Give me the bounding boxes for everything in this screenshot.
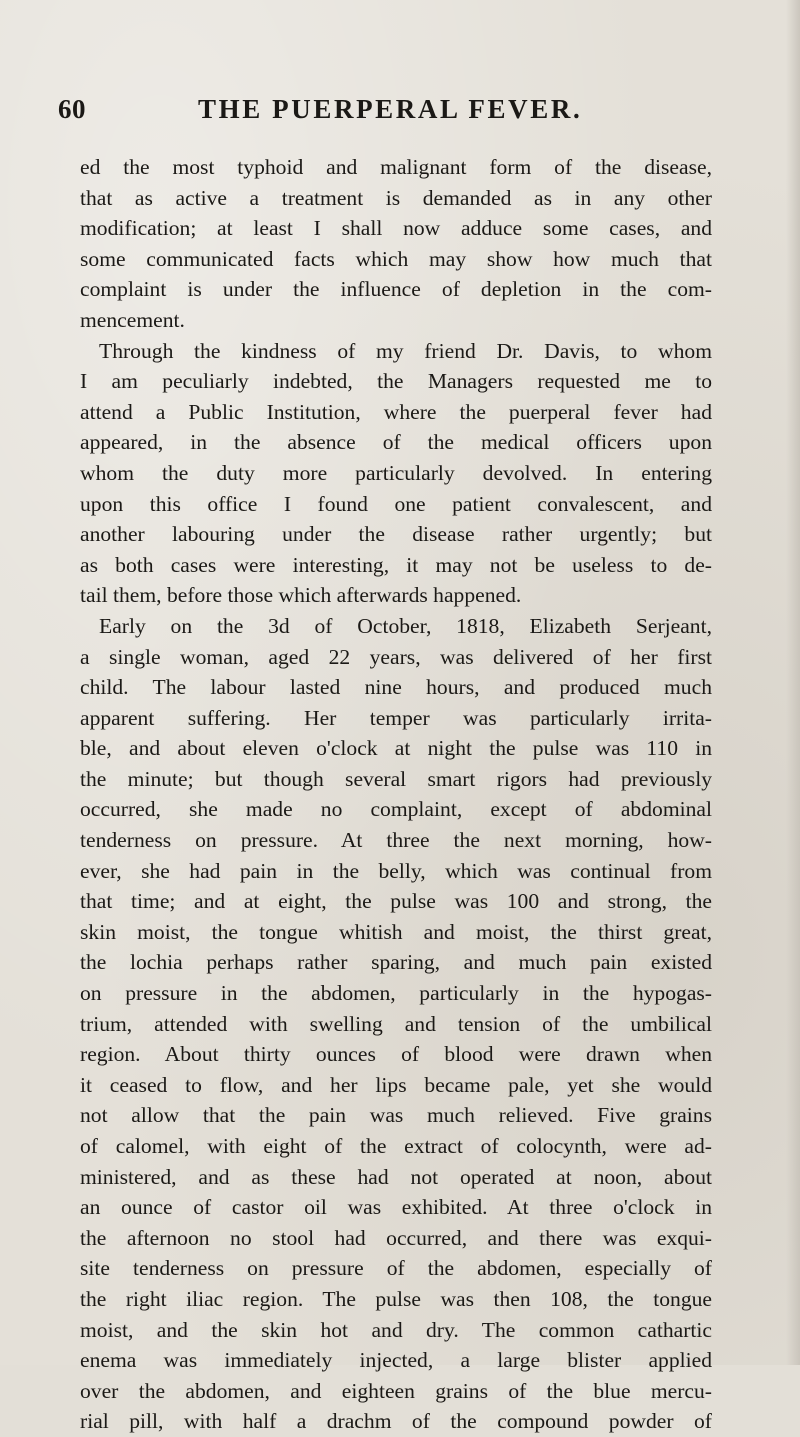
text-line: moist, and the skin hot and dry. The common cathartic bbox=[80, 1317, 712, 1342]
running-title: THE PUERPERAL FEVER. bbox=[198, 94, 583, 124]
text-line: upon this office I found one patient convalescent, and bbox=[80, 491, 712, 516]
text-line: the right iliac region. The pulse was then 108, the tongue bbox=[80, 1286, 712, 1311]
text-line: apparent suffering. Her temper was particularly irrita- bbox=[80, 705, 712, 730]
text-line: over the abdomen, and eighteen grains of the blue mercu- bbox=[80, 1378, 712, 1403]
text-line: enema was immediately injected, a large blister applied bbox=[80, 1348, 712, 1373]
text-line: ever, she had pain in the belly, which was continual from bbox=[80, 858, 712, 883]
text-line: occurred, she made no complaint, except of abdominal bbox=[80, 797, 712, 822]
text-line: trium, attended with swelling and tension of the umbilical bbox=[80, 1011, 712, 1036]
text-line: a single woman, aged 22 years, was delivered of her first bbox=[80, 644, 712, 669]
text-line: site tenderness on pressure of the abdomen, especially of bbox=[80, 1256, 712, 1281]
text-line: on pressure in the abdomen, particularly in the hypogas- bbox=[80, 981, 712, 1006]
text-line: mencement. bbox=[80, 307, 185, 332]
text-line: Through the kindness of my friend Dr. Davis, to whom bbox=[99, 338, 712, 363]
text-line: that time; and at eight, the pulse was 100 and strong, the bbox=[80, 889, 712, 914]
text-line: rial pill, with half a drachm of the compound powder of bbox=[80, 1409, 712, 1434]
text-line: Early on the 3d of October, 1818, Elizabeth Serjeant, bbox=[99, 613, 712, 638]
text-line: skin moist, the tongue whitish and moist, the thirst great, bbox=[80, 919, 712, 944]
text-line: modification; at least I shall now adduce some cases, and bbox=[80, 216, 712, 241]
text-line: I am peculiarly indebted, the Managers requested me to bbox=[80, 369, 712, 394]
text-line: another labouring under the disease rather urgently; but bbox=[80, 522, 712, 547]
text-line: region. About thirty ounces of blood were drawn when bbox=[80, 1042, 712, 1067]
text-line: of calomel, with eight of the extract of colocynth, were ad- bbox=[80, 1134, 712, 1158]
text-line: it ceased to flow, and her lips became pale, yet she would bbox=[80, 1072, 712, 1097]
text-line: the lochia perhaps rather sparing, and much pain existed bbox=[80, 950, 712, 975]
text-line: tail them, before those which afterwards happened. bbox=[80, 583, 522, 608]
text-line: not allow that the pain was much relieved. Five grains bbox=[80, 1103, 712, 1128]
text-line: appeared, in the absence of the medical officers upon bbox=[80, 430, 712, 455]
body-text bbox=[80, 152, 712, 1437]
text-line: that as active a treatment is demanded as in any other bbox=[80, 185, 712, 210]
text-line: some communicated facts which may show how much that bbox=[80, 246, 712, 271]
page-number: 60 bbox=[58, 94, 86, 124]
text-line: complaint is under the influence of depletion in the com- bbox=[80, 277, 712, 302]
text-line: whom the duty more particularly devolved. In entering bbox=[80, 460, 712, 485]
text-line: ed the most typhoid and malignant form of the disease, bbox=[80, 155, 712, 179]
text-line: the afternoon no stool had occurred, and there was exqui- bbox=[80, 1225, 712, 1250]
text-line: as both cases were interesting, it may not be useless to de- bbox=[80, 552, 712, 577]
text-line: the minute; but though several smart rigors had previously bbox=[80, 766, 712, 791]
text-line: tenderness on pressure. At three the next morning, how- bbox=[80, 828, 712, 853]
page-edge-shadow bbox=[786, 0, 800, 1365]
text-line: child. The labour lasted nine hours, and produced much bbox=[80, 675, 712, 700]
text-line: ble, and about eleven o'clock at night the pulse was 110 in bbox=[80, 736, 712, 761]
text-line: attend a Public Institution, where the puerperal fever had bbox=[80, 399, 712, 424]
text-line: an ounce of castor oil was exhibited. At three o'clock in bbox=[80, 1195, 712, 1220]
running-head bbox=[58, 94, 758, 134]
text-line: ministered, and as these had not operated at noon, about bbox=[80, 1164, 712, 1189]
